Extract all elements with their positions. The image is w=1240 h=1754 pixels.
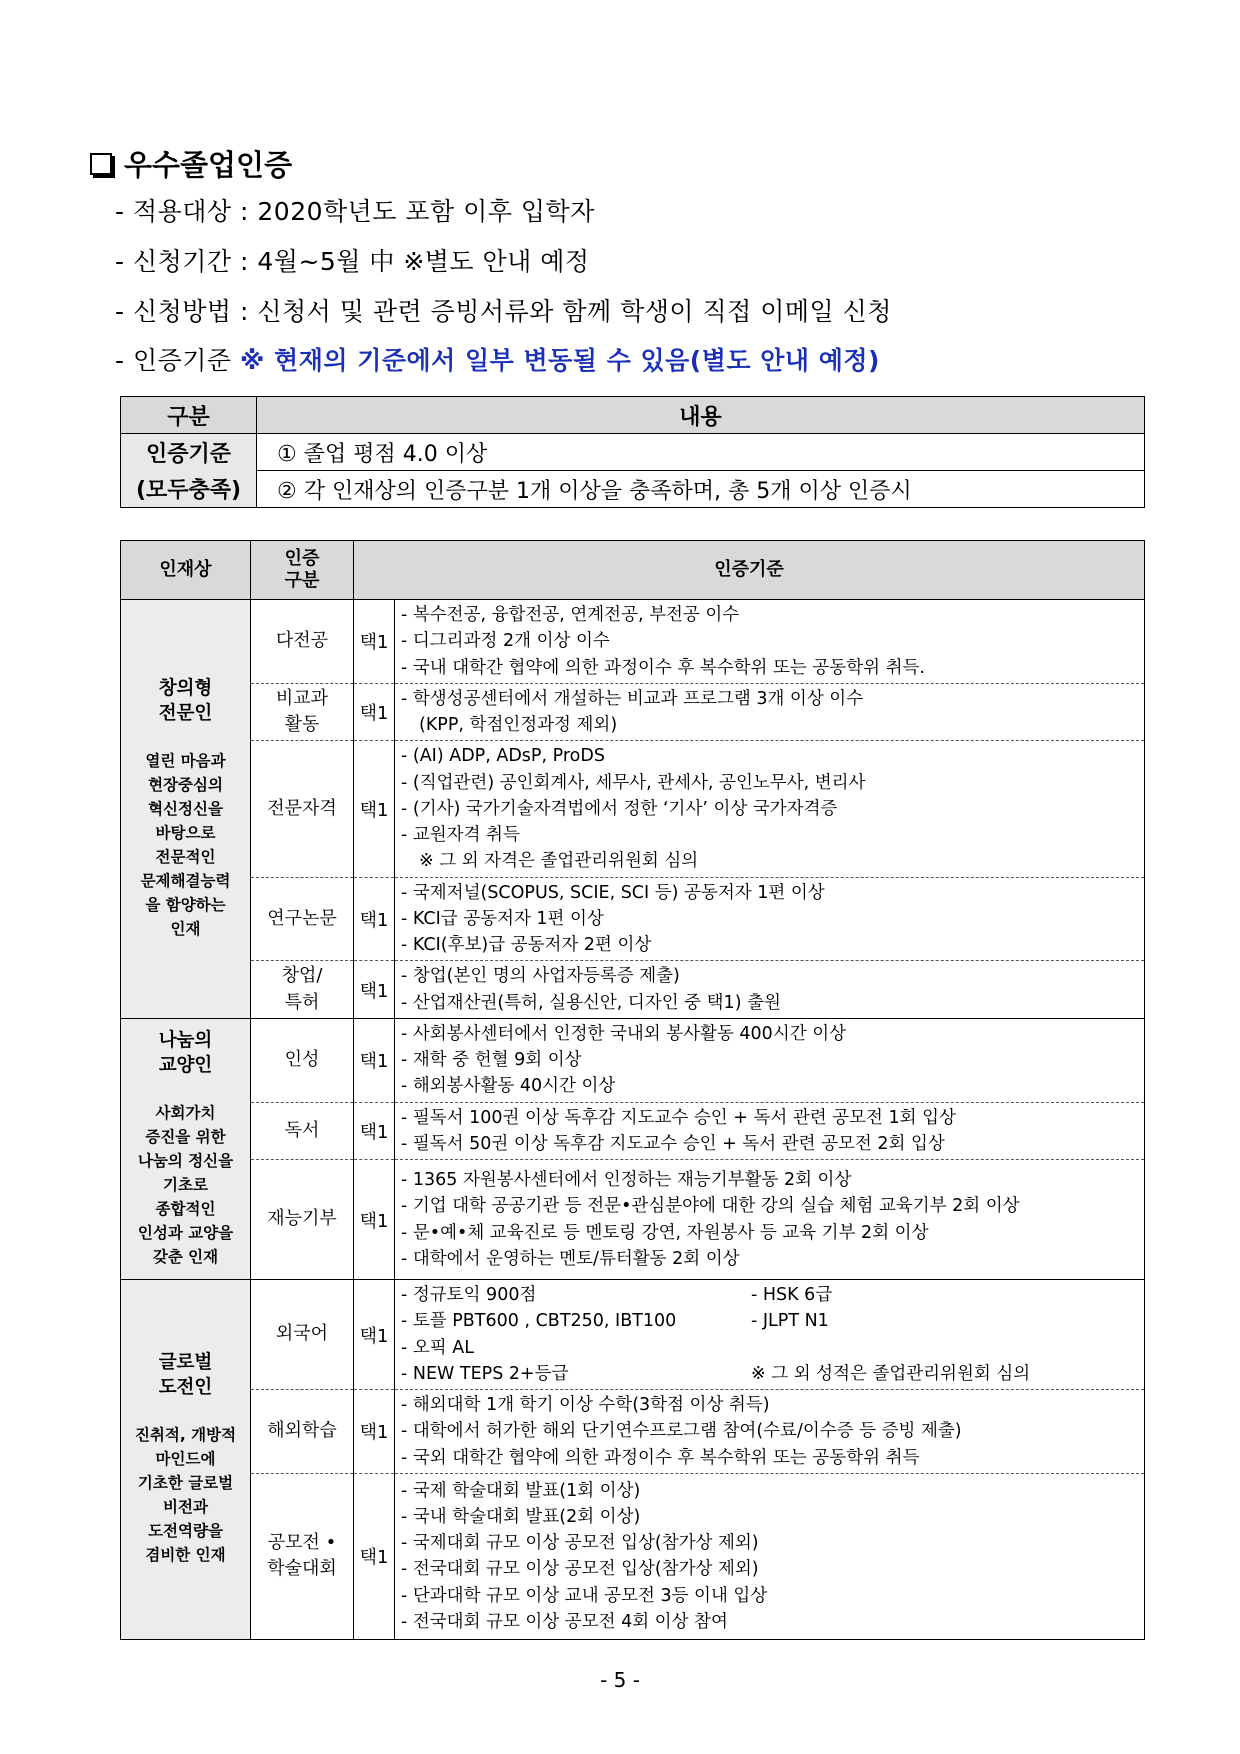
category-cell: [251, 600, 354, 684]
category-label: 비교과: [275, 687, 329, 709]
criteria-line-pair: [401, 1282, 1138, 1308]
category-label: 재능기부: [267, 1208, 337, 1230]
ideal-cell: [121, 1018, 251, 1279]
category-cell: [251, 1390, 354, 1474]
criteria-cell: [395, 600, 1145, 684]
criteria-row: [121, 877, 1145, 961]
criteria-cell: [395, 1018, 1145, 1102]
bullet-period: - 신청기간 : 4월~5월 中 ※별도 안내 예정: [115, 247, 590, 276]
pick-one-cell: 택1: [354, 961, 395, 1019]
criteria-row: [121, 1390, 1145, 1474]
category-cell: [251, 1018, 354, 1102]
criteria-row: [121, 1473, 1145, 1639]
criteria-line: - 해외봉사활동 40시간 이상: [401, 1076, 616, 1097]
ideal-name-line: 글로벌: [158, 1352, 213, 1374]
summary-label-top: 인증기준: [121, 434, 257, 471]
ideal-description: [123, 1423, 248, 1567]
category-label: 공모전 •: [267, 1532, 337, 1554]
criteria-cell: [395, 1473, 1145, 1639]
header-ideal: 인재상: [121, 541, 251, 600]
criteria-line: - 대학에서 허가한 해외 단기연수프로그램 참여(수료/이수증 등 증빙 제출): [401, 1421, 962, 1442]
criteria-row: [121, 1018, 1145, 1102]
criteria-row: [121, 683, 1145, 741]
summary-criterion: ① 졸업 평점 4.0 이상: [257, 434, 1145, 471]
criteria-line: ※ 그 외 성적은 졸업관리위원회 심의: [751, 1363, 1031, 1384]
criteria-line: - 국외 대학간 협약에 의한 과정이수 후 복수학위 또는 공동학위 취득: [401, 1447, 920, 1468]
ideal-description-line: 인재: [170, 919, 201, 938]
ideal-description-line: 나눔의 정신을: [137, 1151, 234, 1170]
criteria-line: - 토플 PBT600 , CBT250, IBT100: [401, 1311, 677, 1332]
criteria-cell: [395, 1390, 1145, 1474]
criteria-line: - 사회봉사센터에서 인정한 국내외 봉사활동 400시간 이상: [401, 1023, 847, 1044]
ideal-name-line: 교양인: [158, 1054, 213, 1076]
category-label: 독서: [284, 1119, 320, 1141]
bullet-criteria: [115, 341, 880, 377]
header-category: [251, 541, 354, 600]
category-cell: [251, 1280, 354, 1390]
ideal-name-line: 전문인: [158, 702, 213, 724]
ideal-description-line: 기초로: [163, 1175, 208, 1194]
criteria-line: - 해외대학 1개 학기 이상 수학(3학점 이상 취득): [401, 1395, 770, 1415]
pick-one-cell: 택1: [354, 600, 395, 684]
criteria-cell: [395, 1102, 1145, 1160]
pick-one-cell: 택1: [354, 1018, 395, 1102]
pick-one-cell: 택1: [354, 683, 395, 741]
criteria-line: (KPP, 학점인정과정 제외): [419, 715, 618, 735]
category-cell: [251, 1473, 354, 1639]
ideal-description-line: 증진을 위한: [145, 1127, 226, 1146]
page-number: - 5 -: [600, 1668, 640, 1692]
ideal-description-line: 마인드에: [155, 1450, 216, 1469]
ideal-description-line: 을 함양하는: [145, 895, 226, 914]
summary-criterion: ② 각 인재상의 인증구분 1개 이상을 충족하며, 총 5개 이상 인증시: [257, 471, 1145, 508]
category-label: 다전공: [275, 630, 329, 652]
criteria-line: - 디그리과정 2개 이상 이수: [401, 631, 610, 652]
criteria-line: - 국제저널(SCOPUS, SCIE, SCI 등) 공동저자 1편 이상: [401, 882, 825, 903]
category-label: 해외학습: [267, 1420, 337, 1442]
summary-header-row: [121, 397, 1145, 434]
category-cell: [251, 741, 354, 877]
summary-row: [121, 434, 1145, 471]
criteria-cell: [395, 683, 1145, 741]
summary-label-bottom: (모두충족): [121, 471, 257, 508]
ideal-description-line: 전문적인: [155, 847, 216, 866]
pick-one-cell: 택1: [354, 877, 395, 961]
criteria-line: - 국내 학술대회 발표(2회 이상): [401, 1506, 641, 1527]
bullet-criteria-note: ※ 현재의 기준에서 일부 변동될 수 있음(별도 안내 예정): [240, 346, 880, 375]
criteria-cell: [395, 1160, 1145, 1280]
ideal-description-line: 현장중심의: [148, 775, 223, 794]
category-cell: [251, 1160, 354, 1280]
checkbox-square-icon: [90, 153, 112, 175]
section-title-text: 우수졸업인증: [124, 148, 293, 182]
ideal-description-line: 열린 마음과: [145, 751, 226, 770]
criteria-line: - (직업관련) 공인회계사, 세무사, 관세사, 공인노무사, 변리사: [401, 772, 866, 793]
category-label: 연구논문: [267, 907, 337, 929]
criteria-line: - 대학에서 운영하는 멘토/튜터활동 2회 이상: [401, 1248, 740, 1269]
criteria-row: [121, 1160, 1145, 1280]
criteria-table: [120, 540, 1145, 1640]
category-label: 특허: [284, 991, 320, 1013]
criteria-line: - 정규토익 900점: [401, 1285, 537, 1305]
ideal-description-line: 진취적, 개방적: [134, 1426, 237, 1445]
criteria-line: - 문•예•체 교육진로 등 멘토링 강연, 자원봉사 등 교육 기부 2회 이상: [401, 1222, 929, 1243]
pick-one-cell: 택1: [354, 1390, 395, 1474]
pick-one-cell: 택1: [354, 1160, 395, 1280]
ideal-cell: [121, 600, 251, 1019]
criteria-cell: [395, 961, 1145, 1019]
ideal-description-line: 바탕으로: [155, 823, 216, 842]
ideal-description: [123, 749, 248, 941]
category-cell: [251, 1102, 354, 1160]
header-criteria: 인증기준: [354, 541, 1145, 600]
category-cell: [251, 683, 354, 741]
criteria-line: - 국제대회 규모 이상 공모전 입상(참가상 제외): [401, 1533, 759, 1553]
category-label: 외국어: [275, 1323, 329, 1345]
category-label: 창업/: [281, 965, 323, 987]
header-category-line1: 인증: [284, 547, 320, 569]
summary-table: [120, 396, 1145, 508]
criteria-line: - KCI급 공동저자 1편 이상: [401, 908, 604, 929]
criteria-line: - NEW TEPS 2+등급: [401, 1363, 569, 1384]
criteria-line: - 국제 학술대회 발표(1회 이상): [401, 1480, 641, 1501]
criteria-row: [121, 1102, 1145, 1160]
criteria-line: - 필독서 100권 이상 독후감 지도교수 승인 + 독서 관련 공모전 1회 입상: [401, 1107, 956, 1128]
ideal-description-line: 겸비한 인재: [145, 1546, 226, 1565]
criteria-line: - 복수전공, 융합전공, 연계전공, 부전공 이수: [401, 605, 740, 625]
criteria-line: - JLPT N1: [751, 1311, 829, 1332]
criteria-cell: [395, 741, 1145, 877]
criteria-line: - 단과대학 규모 이상 교내 공모전 3등 이내 입상: [401, 1585, 768, 1606]
category-cell: [251, 877, 354, 961]
criteria-line: - 1365 자원봉사센터에서 인정하는 재능기부활동 2회 이상: [401, 1170, 852, 1190]
criteria-line: - 전국대회 규모 이상 공모전 4회 이상 참여: [401, 1611, 728, 1632]
criteria-line-pair: [401, 1361, 1138, 1387]
pick-one-cell: 택1: [354, 1102, 395, 1160]
ideal-description-line: 기초한 글로벌: [137, 1474, 234, 1493]
ideal-description-line: 문제해결능력: [140, 871, 231, 890]
criteria-body: [121, 600, 1145, 1640]
criteria-line: - 교원자격 취득: [401, 825, 520, 845]
criteria-line: - 창업(본인 명의 사업자등록증 제출): [401, 966, 680, 987]
section-title: [90, 143, 292, 184]
ideal-description-line: 도전역량을: [148, 1522, 223, 1541]
criteria-line: - 재학 중 헌혈 9회 이상: [401, 1050, 582, 1070]
category-label: 전문자격: [267, 797, 337, 819]
category-label: 활동: [284, 714, 320, 735]
ideal-description-line: 종합적인: [155, 1199, 216, 1218]
criteria-row: [121, 600, 1145, 684]
criteria-header-row: [121, 541, 1145, 600]
criteria-line: - 전국대회 규모 이상 공모전 입상(참가상 제외): [401, 1559, 759, 1580]
criteria-line: ※ 그 외 자격은 졸업관리위원회 심의: [419, 851, 699, 872]
ideal-description: [123, 1101, 248, 1269]
ideal-name-line: 도전인: [158, 1377, 213, 1399]
criteria-line: - HSK 6급: [751, 1285, 833, 1305]
summary-row: [121, 471, 1145, 508]
criteria-line-pair: [401, 1308, 1138, 1334]
ideal-description-line: 인성과 교양을: [137, 1223, 234, 1242]
criteria-line: - 산업재산권(특허, 실용신안, 디자인 중 택1) 출원: [401, 992, 781, 1013]
ideal-description-line: 비전과: [163, 1498, 208, 1517]
header-category-line2: 구분: [284, 570, 320, 591]
criteria-cell: [395, 877, 1145, 961]
summary-header-content: 내용: [257, 397, 1145, 434]
criteria-line: - 기업 대학 공공기관 등 전문•관심분야에 대한 강의 실습 체험 교육기부 2회 이상: [401, 1196, 1020, 1217]
criteria-line: - 학생성공센터에서 개설하는 비교과 프로그램 3개 이상 이수: [401, 688, 864, 709]
ideal-cell: [121, 1280, 251, 1640]
ideal-name-line: 창의형: [158, 677, 213, 699]
category-label: 학술대회: [267, 1558, 337, 1580]
criteria-row: [121, 1280, 1145, 1390]
ideal-description-line: 사회가치: [155, 1103, 216, 1122]
category-cell: [251, 961, 354, 1019]
summary-header-category: 구분: [121, 397, 257, 434]
criteria-row: [121, 961, 1145, 1019]
pick-one-cell: 택1: [354, 741, 395, 877]
criteria-line: - 오픽 AL: [401, 1337, 474, 1358]
criteria-line: - 국내 대학간 협약에 의한 과정이수 후 복수학위 또는 공동학위 취득.: [401, 657, 925, 678]
ideal-description-line: 갖춘 인재: [152, 1247, 219, 1266]
bullet-method: - 신청방법 : 신청서 및 관련 증빙서류와 함께 학생이 직접 이메일 신청: [115, 297, 892, 326]
criteria-line: - (AI) ADP, ADsP, ProDS: [401, 746, 605, 767]
ideal-description-line: 혁신정신을: [148, 799, 223, 818]
criteria-line: - 필독서 50권 이상 독후감 지도교수 승인 + 독서 관련 공모전 2회 입상: [401, 1133, 945, 1154]
criteria-cell: [395, 1280, 1145, 1390]
bullet-target: - 적용대상 : 2020학년도 포함 이후 입학자: [115, 197, 595, 226]
criteria-line: - KCI(후보)급 공동저자 2편 이상: [401, 935, 652, 955]
pick-one-cell: 택1: [354, 1280, 395, 1390]
criteria-row: [121, 741, 1145, 877]
criteria-line: - (기사) 국가기술자격법에서 정한 ‘기사’ 이상 국가자격증: [401, 798, 838, 819]
ideal-name-line: 나눔의: [158, 1029, 213, 1051]
criteria-line-pair: [401, 1335, 1138, 1361]
category-label: 인성: [284, 1049, 320, 1071]
pick-one-cell: 택1: [354, 1473, 395, 1639]
bullet-criteria-label: - 인증기준: [115, 346, 232, 375]
